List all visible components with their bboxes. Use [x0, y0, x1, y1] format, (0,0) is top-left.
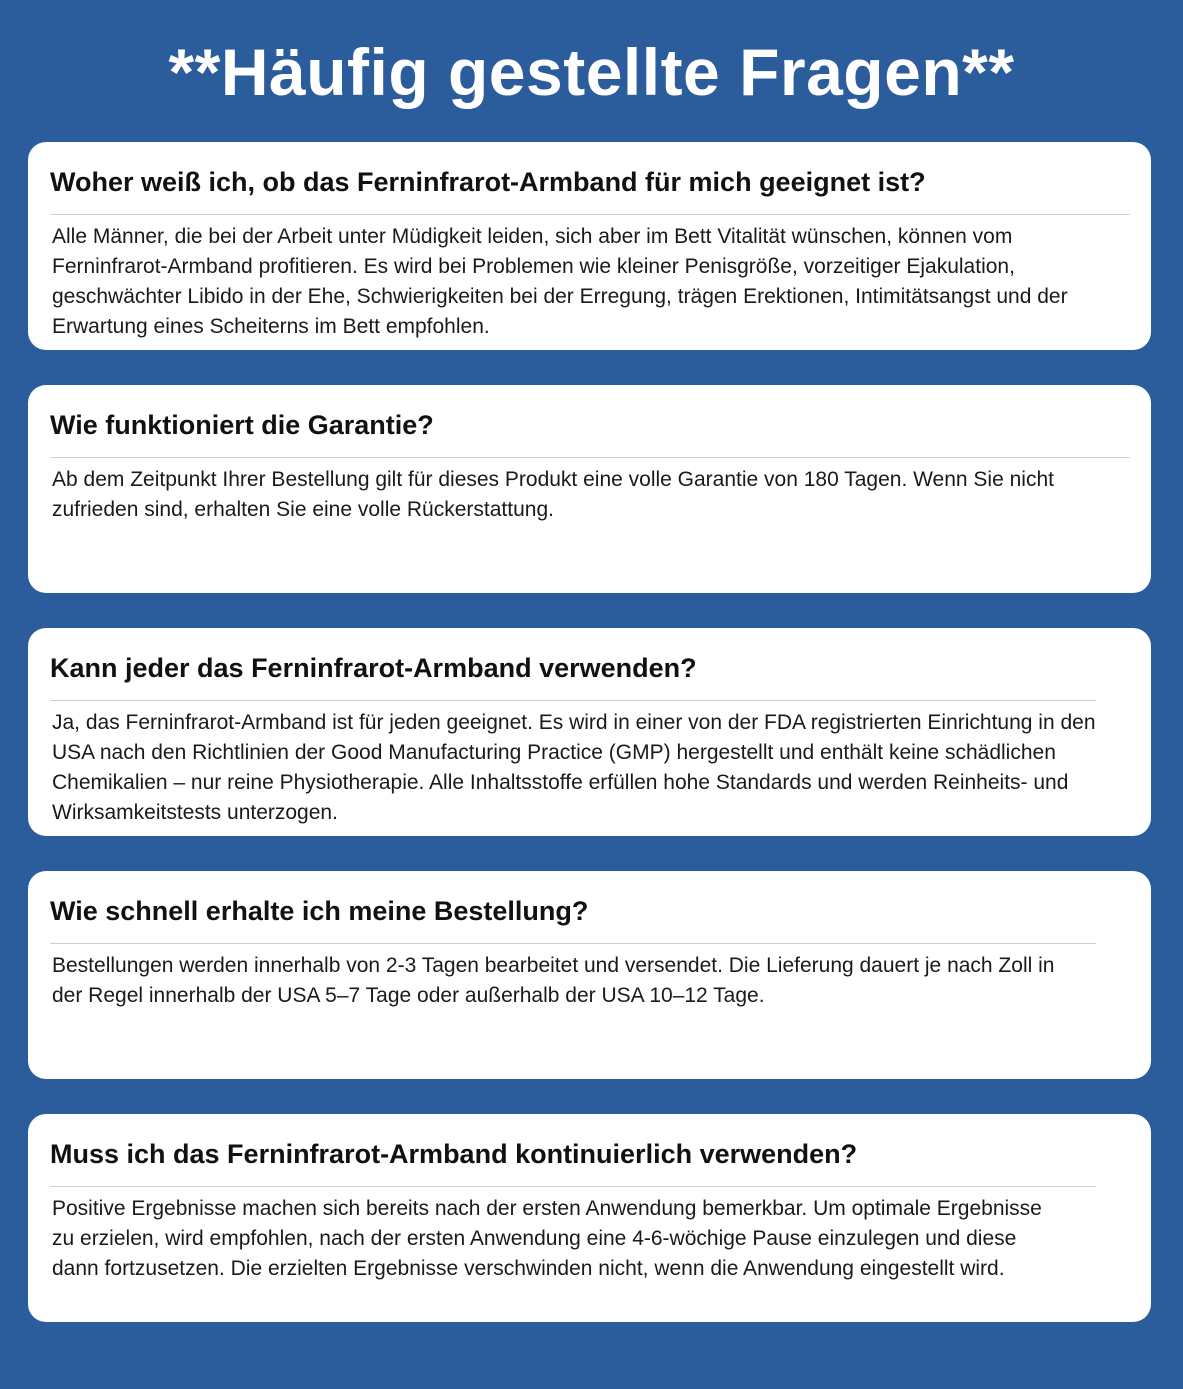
faq-card-continuous-use	[28, 1114, 1151, 1322]
faq-card-guarantee	[28, 385, 1151, 593]
faq-card-usage	[28, 628, 1151, 836]
faq-question: Wie funktioniert die Garantie?	[50, 410, 434, 440]
faq-answer: Alle Männer, die bei der Arbeit unter Müdigkeit leiden, sich aber im Bett Vitalität wünschen, können vom Ferninfrarot-Armband profitieren. Es wird bei Problemen wie kleiner Penisgröße, vorzeitiger Ejakulation, geschwächter Libido in der Ehe, Schwierigkeiten bei der Erregung, trägen Erektionen, Intimitätsangst und der Erwartung eines Scheiterns im Bett empfohlen.	[52, 225, 1068, 338]
faq-divider	[50, 1186, 1096, 1187]
faq-question: Woher weiß ich, ob das Ferninfrarot-Armband für mich geeignet ist?	[50, 167, 926, 197]
faq-divider	[50, 943, 1096, 944]
faq-divider	[50, 700, 1096, 701]
faq-answer: Ja, das Ferninfrarot-Armband ist für jeden geeignet. Es wird in einer von der FDA registrierten Einrichtung in den USA nach den Richtlinien der Good Manufacturing Practice (GMP) hergestellt und enthält keine schädlichen Chemikalien – nur reine Physiotherapie. Alle Inhaltsstoffe erfüllen hohe Standards und werden Reinheits- und Wirksamkeitstests unterzogen.	[52, 711, 1096, 824]
faq-question: Wie schnell erhalte ich meine Bestellung?	[50, 896, 589, 926]
faq-question: Muss ich das Ferninfrarot-Armband kontinuierlich verwenden?	[50, 1139, 858, 1169]
faq-answer: Positive Ergebnisse machen sich bereits nach der ersten Anwendung bemerkbar. Um optimale Ergebnisse zu erzielen, wird empfohlen, nach der ersten Anwendung eine 4-6-wöchige Pause einzulegen und diese dann fortzusetzen. Die erzielten Ergebnisse verschwinden nicht, wenn die Anwendung eingestellt wird.	[52, 1197, 1042, 1280]
faq-divider	[50, 457, 1130, 458]
faq-question: Kann jeder das Ferninfrarot-Armband verwenden?	[50, 653, 697, 683]
page-title: **Häufig gestellte Fragen**	[168, 35, 1015, 109]
faq-card-delivery	[28, 871, 1151, 1079]
faq-divider	[50, 214, 1130, 215]
faq-answer: Ab dem Zeitpunkt Ihrer Bestellung gilt für dieses Produkt eine volle Garantie von 180 Tagen. Wenn Sie nicht zufrieden sind, erhalten Sie eine volle Rückerstattung.	[52, 468, 1054, 521]
faq-card-suitability	[28, 142, 1151, 350]
faq-answer: Bestellungen werden innerhalb von 2-3 Tagen bearbeitet und versendet. Die Lieferung dauert je nach Zoll in der Regel innerhalb der USA 5–7 Tage oder außerhalb der USA 10–12 Tage.	[52, 954, 1055, 1007]
